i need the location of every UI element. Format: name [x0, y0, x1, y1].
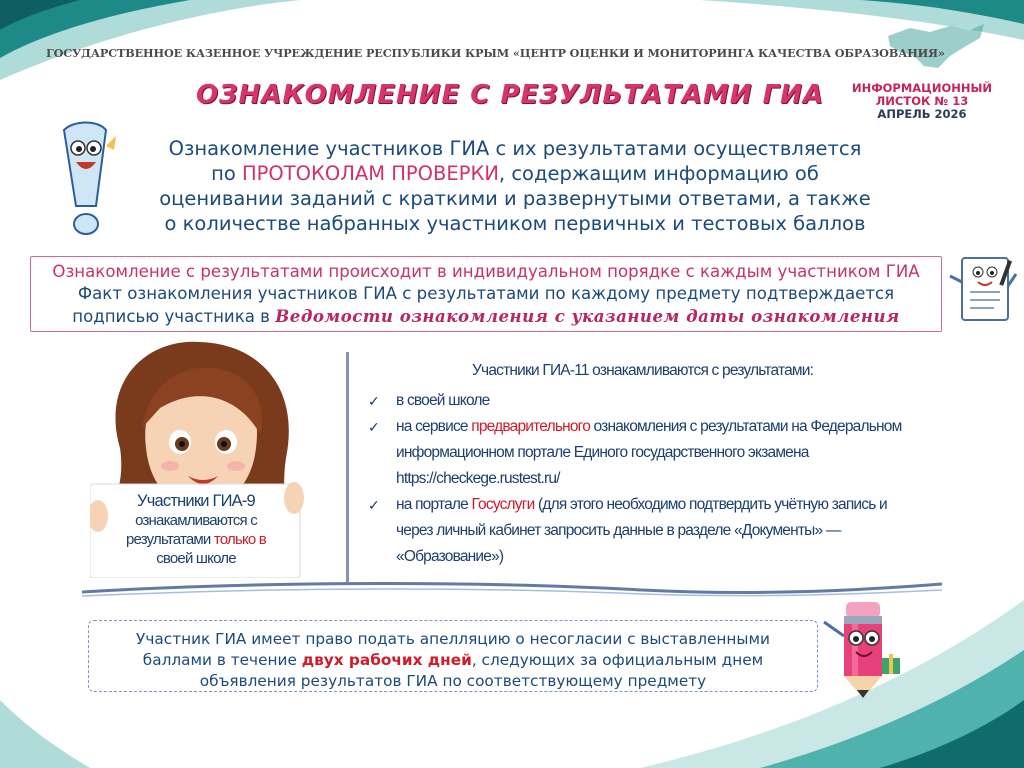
intro-text: по	[211, 162, 242, 185]
info-line-2: ЛИСТОК № 13	[875, 94, 969, 108]
checkmark-icon: ✓	[368, 497, 379, 513]
notice-line: Факт ознакомления участников ГИА с результатами по каждому предмету подтверждается	[77, 284, 895, 303]
protocols-highlight: ПРОТОКОЛАМ ПРОВЕРКИ	[242, 162, 499, 185]
intro-paragraph	[130, 136, 900, 236]
gia11-section	[360, 362, 960, 570]
two-days-highlight: двух рабочих дней	[301, 651, 472, 669]
vertical-divider	[346, 352, 349, 582]
appeal-box	[88, 620, 818, 692]
list-item-text	[396, 414, 960, 492]
intro-text: , содержащим информацию об	[498, 162, 819, 185]
document-mascot-icon	[944, 252, 1018, 332]
list-text: ознакомления с результатами на Федеральном	[590, 418, 902, 435]
gosuslugi-highlight: Госуслуги	[471, 496, 535, 513]
list-item	[360, 492, 960, 570]
sign-line: своей школе	[156, 550, 236, 567]
checkege-link[interactable]: https://checkege.rustest.ru/	[396, 470, 560, 487]
only-highlight: только в	[213, 531, 266, 548]
sign-line: Участники ГИА-9	[137, 492, 255, 510]
list-text: на сервисе	[396, 418, 472, 435]
list-item	[360, 414, 960, 492]
wave-separator	[82, 578, 942, 600]
sign-line: ознакамливаются с	[135, 512, 257, 529]
intro-line: Ознакомление участников ГИА с их результатами осуществляется	[168, 137, 862, 160]
notice-text: подписью участника в	[72, 307, 276, 326]
notice-line: Ознакомление с результатами происходит в индивидуальном порядке с каждым участником ГИА	[52, 262, 920, 281]
list-text: на портале	[396, 496, 472, 513]
info-line-1: ИНФОРМАЦИОННЫЙ	[851, 81, 993, 95]
appeal-line: объявления результатов ГИА по соответствующему предмету	[199, 672, 707, 690]
list-item-text	[396, 492, 960, 570]
info-sheet-label	[842, 82, 1002, 121]
appeal-line	[89, 650, 817, 671]
appeal-text: , следующих за официальным днем	[471, 651, 764, 669]
exclamation-mascot-icon	[50, 120, 120, 242]
sign-text: результатами	[126, 531, 214, 548]
list-text: (для этого необходимо подтвердить учётную запись и	[534, 496, 887, 513]
intro-line: оценивании заданий с краткими и развернутыми ответами, а также	[159, 187, 871, 210]
gia9-sign	[96, 486, 296, 578]
gia11-heading: Участники ГИА-11 ознакамливаются с результатами:	[472, 362, 814, 379]
notice-box	[30, 256, 942, 332]
list-item-text: в своей школе	[396, 392, 490, 409]
sign-line	[96, 530, 296, 549]
list-item	[360, 388, 960, 414]
list-text: информационном портале Единого государственного экзамена	[396, 444, 809, 461]
checkmark-icon: ✓	[368, 419, 379, 435]
organization-name: ГОСУДАРСТВЕННОЕ КАЗЕННОЕ УЧРЕЖДЕНИЕ РЕСПУБЛИКИ КРЫМ «ЦЕНТР ОЦЕНКИ И МОНИТОРИНГА КАЧЕСТВА ОБРАЗОВАНИЯ»	[46, 46, 945, 60]
intro-line	[130, 161, 900, 186]
pencil-mascot-icon	[818, 596, 908, 700]
list-text: «Образование»)	[396, 548, 504, 565]
notice-line	[31, 305, 941, 328]
page-title: ОЗНАКОМЛЕНИЕ С РЕЗУЛЬТАТАМИ ГИА	[195, 80, 825, 110]
appeal-line: Участник ГИА имеет право подать апелляцию о несогласии с выставленными	[136, 630, 770, 648]
intro-line: о количестве набранных участником первичных и тестовых баллов	[164, 212, 866, 235]
appeal-text: баллами в течение	[142, 651, 302, 669]
preliminary-highlight: предварительного	[471, 418, 591, 435]
info-line-3: АПРЕЛЬ 2026	[877, 107, 967, 121]
register-emphasis: Ведомости ознакомления с указанием даты ознакомления	[275, 306, 900, 326]
checkmark-icon: ✓	[368, 393, 379, 409]
list-text: через личный кабинет запросить данные в разделе «Документы» —	[396, 522, 841, 539]
